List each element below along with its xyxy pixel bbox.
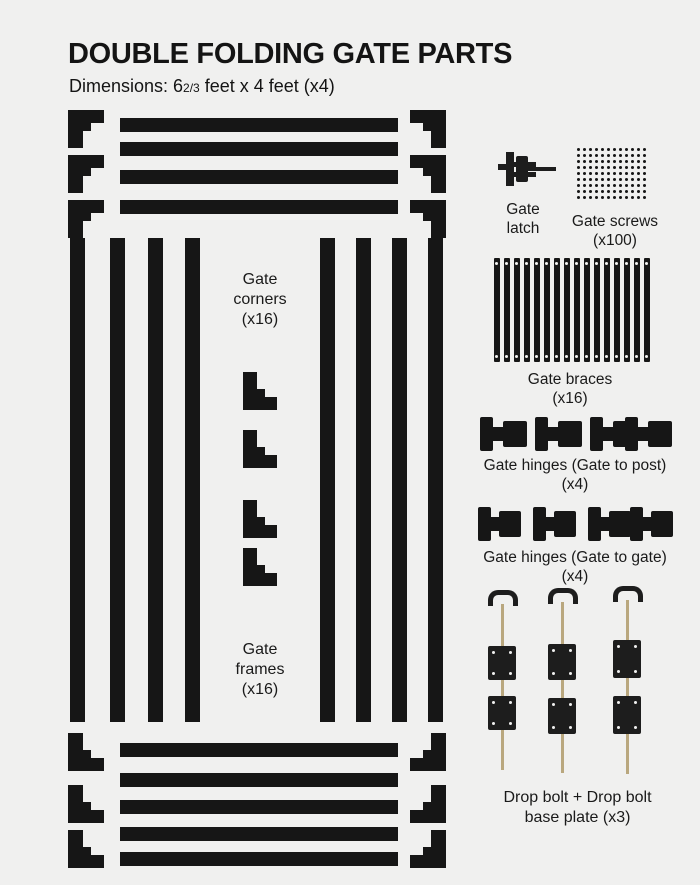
- gate-brace: [644, 258, 650, 362]
- gate-corner: [68, 200, 104, 238]
- gate-frame-bar: [70, 238, 85, 722]
- gate-frame-bar: [120, 118, 398, 132]
- gate-frame-bar: [120, 773, 398, 787]
- drop-bolt-label: [460, 788, 695, 828]
- drop-bolt-label-line2: base plate (x3): [524, 809, 631, 826]
- drop-bolt: [540, 588, 600, 773]
- gate-brace: [494, 258, 500, 362]
- dimensions-prefix: Dimensions: 6: [69, 76, 184, 96]
- gate-latch-label-line2: latch: [506, 220, 540, 237]
- gate-braces-label-count: (x16): [552, 390, 588, 407]
- gate-frame-bar: [185, 238, 200, 722]
- gate-frames-label-line2: frames: [235, 661, 285, 678]
- gate-frame-bar: [320, 238, 335, 722]
- gate-corner: [410, 200, 446, 238]
- gate-latch: [498, 152, 558, 190]
- dimensions-text: [69, 76, 335, 97]
- gate-frame-bar: [120, 827, 398, 841]
- gate-brace: [544, 258, 550, 362]
- gate-frame-bar: [110, 238, 125, 722]
- gate-corner: [68, 785, 104, 823]
- gate-corner: [410, 785, 446, 823]
- gate-hinge-post: [480, 415, 530, 453]
- gate-corner: [410, 110, 446, 148]
- gate-brace: [524, 258, 530, 362]
- gate-hinge-post: [535, 415, 585, 453]
- gate-frame-bar: [356, 238, 371, 722]
- gate-frames-label-line1: Gate: [242, 641, 278, 658]
- gate-hinges-post-label-count: (x4): [561, 476, 589, 493]
- gate-corner: [243, 500, 277, 538]
- gate-frame-bar: [120, 852, 398, 866]
- gate-brace: [554, 258, 560, 362]
- gate-corner: [68, 733, 104, 771]
- gate-brace: [574, 258, 580, 362]
- gate-brace: [624, 258, 630, 362]
- gate-frames-label-count: (x16): [241, 681, 279, 698]
- gate-frame-bar: [120, 170, 398, 184]
- gate-brace: [594, 258, 600, 362]
- gate-hinges-post-label-line1: Gate hinges (Gate to post): [483, 457, 667, 474]
- gate-brace: [514, 258, 520, 362]
- gate-hinges-gate-label: [455, 548, 695, 586]
- gate-corner: [243, 430, 277, 468]
- gate-brace: [504, 258, 510, 362]
- drop-bolt: [480, 590, 540, 770]
- gate-hinge-gate: [478, 505, 528, 543]
- dimensions-fraction: 2/3: [183, 81, 200, 95]
- gate-corners-label-line1: Gate: [242, 271, 278, 288]
- gate-corners-label-line2: corners: [233, 291, 287, 308]
- gate-frame-bar: [148, 238, 163, 722]
- gate-corner: [410, 733, 446, 771]
- drop-bolt: [605, 586, 665, 774]
- gate-brace: [584, 258, 590, 362]
- gate-corner: [68, 830, 104, 868]
- gate-frame-bar: [120, 743, 398, 757]
- gate-frame-bar: [392, 238, 407, 722]
- page-title: DOUBLE FOLDING GATE PARTS: [68, 38, 513, 70]
- gate-hinge-post: [625, 415, 675, 453]
- gate-screws-label-line1: Gate screws: [571, 213, 659, 230]
- gate-latch-label-line1: Gate: [506, 201, 540, 218]
- gate-corners-label-count: (x16): [241, 311, 279, 328]
- gate-brace: [634, 258, 640, 362]
- gate-corner: [410, 155, 446, 193]
- gate-hinge-gate: [533, 505, 583, 543]
- gate-brace: [564, 258, 570, 362]
- drop-bolt-label-line1: Drop bolt + Drop bolt: [503, 789, 652, 806]
- gate-screws-label-count: (x100): [593, 232, 637, 249]
- gate-corner: [243, 548, 277, 586]
- gate-frame-bar: [120, 142, 398, 156]
- gate-frame-bar: [120, 800, 398, 814]
- gate-brace: [604, 258, 610, 362]
- gate-hinges-gate-label-count: (x4): [561, 568, 589, 585]
- gate-frame-bar: [120, 200, 398, 214]
- gate-hinge-gate: [630, 505, 680, 543]
- gate-hinges-post-label: [455, 456, 695, 494]
- gate-braces-label-line1: Gate braces: [527, 371, 613, 388]
- gate-frames-label: [210, 640, 310, 700]
- gate-brace: [614, 258, 620, 362]
- gate-corner: [243, 372, 277, 410]
- gate-frame-bar: [428, 238, 443, 722]
- gate-corner: [410, 830, 446, 868]
- gate-braces-label: [500, 370, 640, 408]
- dimensions-suffix: feet x 4 feet (x4): [199, 76, 335, 96]
- gate-screws-label: [545, 212, 685, 250]
- gate-screws: [577, 148, 646, 199]
- gate-corners-label: [210, 270, 310, 330]
- gate-corner: [68, 155, 104, 193]
- gate-hinges-gate-label-line1: Gate hinges (Gate to gate): [483, 549, 667, 566]
- gate-brace: [534, 258, 540, 362]
- gate-corner: [68, 110, 104, 148]
